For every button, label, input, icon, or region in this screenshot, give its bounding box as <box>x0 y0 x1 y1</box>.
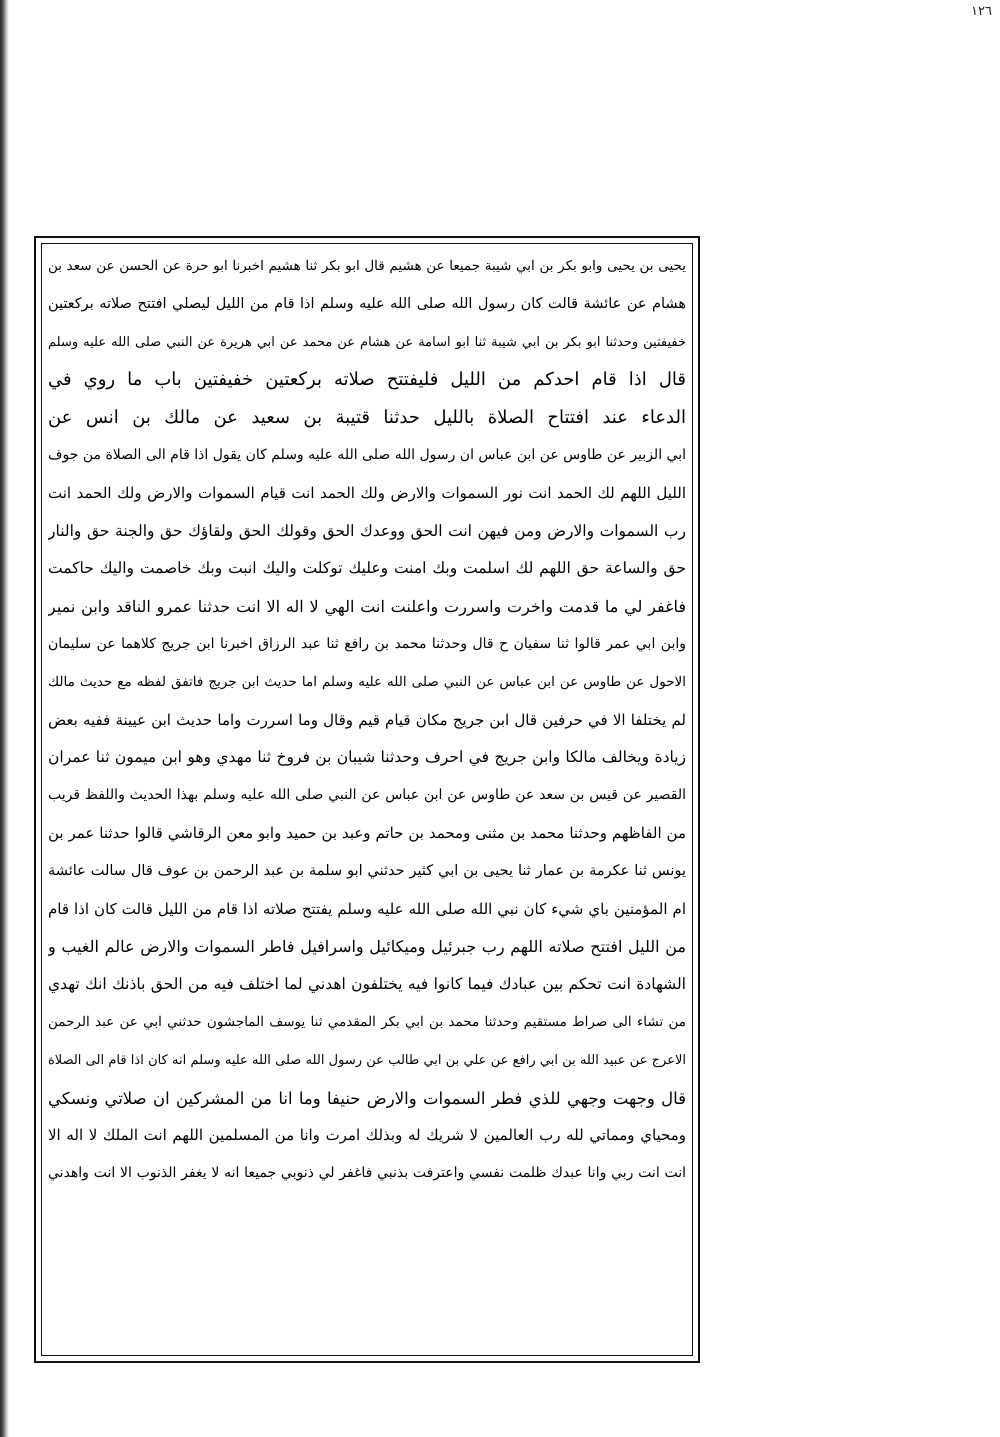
text-line: يونس ثنا عكرمة بن عمار ثنا يحيى بن ابي كثير حدثني ابو سلمة بن عبد الرحمن بن عوف قال سالت عائشة <box>48 862 686 879</box>
text-line: الاعرج عن عبيد الله بن ابي رافع عن علي بن ابي طالب عن رسول الله صلى الله عليه وسلم انه كان اذا قام الى الصلاة <box>48 1052 686 1068</box>
text-line: خفيفتين وحدثنا ابو بكر بن ابي شيبة ثنا ابو اسامة عن هشام عن محمد عن ابي هريرة عن النبي صلى الله عليه وسلم <box>48 334 686 350</box>
text-line: انت انت ربي وانا عبدك ظلمت نفسي واعترفت بذنبي فاغفر لي ذنوبي جميعا انه لا يغفر الذنوب الا انت واهدني <box>48 1165 686 1182</box>
page-number: ١٢٦ <box>971 4 992 19</box>
text-line: رب السموات والارض ومن فيهن انت الحق ووعدك الحق وقولك الحق ولقاؤك حق والجنة حق والنار <box>48 521 686 540</box>
text-line: ام المؤمنين باي شيء كان نبي الله صلى الله عليه وسلم يفتتح صلاته اذا قام من الليل قالت كان اذا قام <box>48 899 686 918</box>
text-line: الليل اللهم لك الحمد انت نور السموات والارض ولك الحمد انت قيام السموات والارض ولك الحمد انت <box>48 483 686 502</box>
text-line: الدعاء عند افتتاح الصلاة بالليل حدثنا قتيبة بن سعيد عن مالك بن انس عن <box>48 407 686 429</box>
text-frame <box>34 236 700 1363</box>
text-line: ابي الزبير عن طاوس عن ابن عباس ان رسول الله صلى الله عليه وسلم كان يقول اذا قام الى الصلاة من جوف <box>48 446 686 463</box>
text-line: من الليل افتتح صلاته اللهم رب جبرئيل وميكائيل واسرافيل فاطر السموات والارض عالم الغيب و <box>48 937 686 957</box>
text-line: يحيى بن يحيى وابو بكر بن ابي شيبة جميعا عن هشيم قال ابو بكر ثنا هشيم اخبرنا ابو حرة عن الحسن عن سعد بن <box>48 258 686 274</box>
text-line: زيادة ويخالف مالكا وابن جريج في احرف وحدثنا شيبان بن فروخ ثنا مهدي وهو ابن ميمون ثنا عمران <box>48 748 686 767</box>
binding-edge <box>0 0 9 1437</box>
text-line: من الفاظهم وحدثنا محمد بن مثنى ومحمد بن حاتم وعبد بن حميد وابو معن الرقاشي قالوا حدثنا عمر بن <box>48 823 686 842</box>
text-line: هشام عن عائشة قالت كان رسول الله صلى الله عليه وسلم اذا قام من الليل ليصلي افتتح صلاته بركعتين <box>48 295 686 312</box>
text-line: قال اذا قام احدكم من الليل فليفتتح صلاته بركعتين خفيفتين باب ما روي في <box>48 369 686 391</box>
text-line: وابن ابي عمر قالوا ثنا سفيان ح قال وحدثنا محمد بن رافع ثنا عبد الرزاق اخبرنا ابن جريج كلاهما عن سليمان <box>48 635 686 652</box>
text-line: فاغفر لي ما قدمت واخرت واسررت واعلنت انت الهي لا اله الا انت حدثنا عمرو الناقد وابن نمير <box>48 597 686 617</box>
text-line: الشهادة انت تحكم بين عبادك فيما كانوا فيه يختلفون اهدني لما اختلف فيه من الحق باذنك انك تهدي <box>48 975 686 994</box>
text-line: لم يختلفا الا في حرفين قال ابن جريج مكان قيام قيم وقال وما اسررت واما حديث ابن عيينة ففيه بعض <box>48 710 686 729</box>
text-line: الاحول عن طاوس عن ابن عباس عن النبي صلى الله عليه وسلم اما حديث ابن جريج فاتفق لفظه مع حديث مالك <box>48 673 686 690</box>
text-line: القصير عن قيس بن سعد عن طاوس عن ابن عباس عن النبي صلى الله عليه وسلم بهذا الحديث واللفظ قريب <box>48 787 686 804</box>
text-line: من تشاء الى صراط مستقيم وحدثنا محمد بن ابي بكر المقدمي ثنا يوسف الماجشون حدثني ابي عن عبد الرحمن <box>48 1013 686 1030</box>
text-line: قال وجهت وجهي للذي فطر السموات والارض حنيفا وما انا من المشركين ان صلاتي ونسكي <box>48 1088 686 1108</box>
text-line: حق والساعة حق اللهم لك اسلمت وبك امنت وعليك توكلت واليك انبت وبك خاصمت واليك حاكمت <box>48 559 686 578</box>
text-line: ومحياي ومماتي لله رب العالمين لا شريك له وبذلك امرت وانا من المسلمين اللهم انت الملك لا اله الا <box>48 1126 686 1145</box>
manuscript-text-block <box>48 248 686 1353</box>
